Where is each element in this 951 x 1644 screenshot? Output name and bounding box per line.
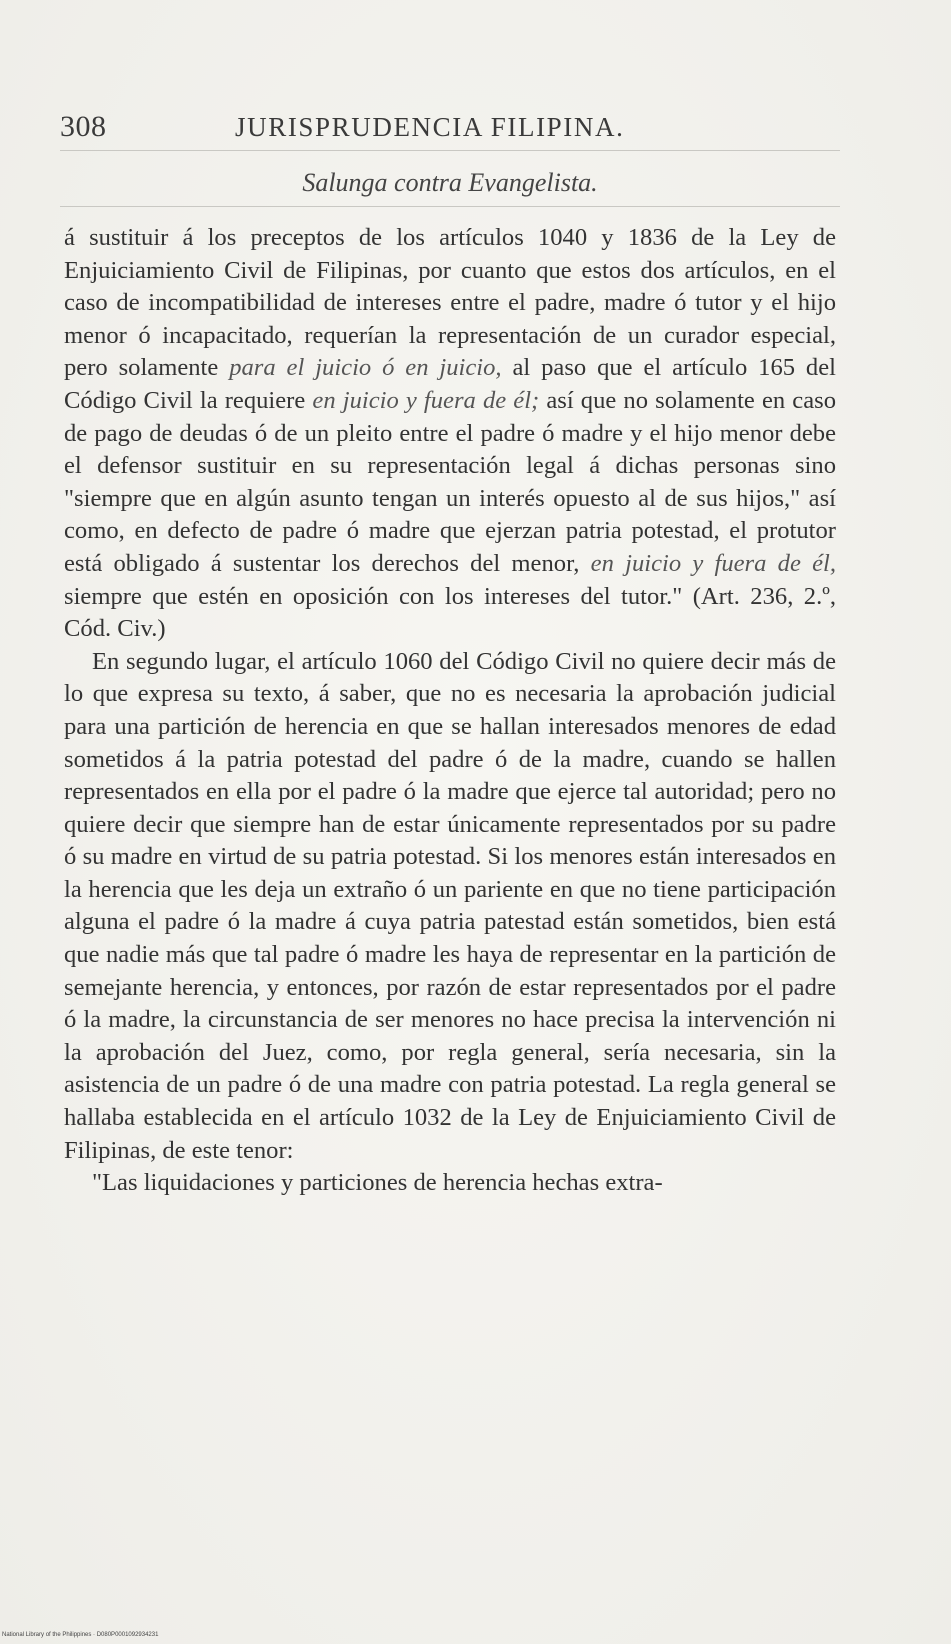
page-number: 308: [60, 110, 107, 143]
text-run: al paso que el artículo 165 del Código Civil la requiere: [64, 354, 836, 414]
text-run: á sustituir á los preceptos de los artículos 1040 y 1836 de la Ley de Enjuiciamiento Civil de Filipinas, por cuanto que estos dos artículos, en el caso de incompatibilidad de intereses entre el padre, madre ó tutor y el hijo menor ó incapacitado, requerían la representación de un curador especial, pero solamente: [64, 224, 836, 382]
digitization-footer: National Library of the Philippines · D080P0001092934231: [2, 1632, 159, 1638]
paragraph-quote-start: "Las liquidaciones y particiones de herencia hechas extra-: [92, 1169, 663, 1197]
running-title: JURISPRUDENCIA FILIPINA.: [235, 112, 625, 142]
case-title: Salunga contra Evangelista.: [302, 168, 598, 197]
header-rule: [60, 150, 840, 151]
paragraph: En segundo lugar, el artículo 1060 del Código Civil no quiere decir más de lo que expresa su texto, á saber, que no es necesaria la aprobación judicial para una partición de herencia en que se hallan interesados menores de edad sometidos á la patria potestad del padre ó de la madre, cuando se hallen representados en ella por el padre ó la madre que ejerce tal autoridad; pero no quiere decir que siempre han de estar únicamente representados por su padre ó su madre en virtud de su patria potestad. Si los menores están interesados en la herencia que les deja un extraño ó un pariente en que no tiene participación alguna el padre ó la madre á cuya patria patestad están sometidos, bien está que nadie más que tal padre ó madre les haya de representar en la partición de semejante herencia, y entonces, por razón de estar representados por el padre ó la madre, la circunstancia de ser menores no hace precisa la intervención ni la aprobación del Juez, como, por regla general, sería necesaria, sin la asistencia de un padre ó de una madre con patria potestad. La regla general se hallaba establecida en el artículo 1032 de la Ley de Enjuiciamiento Civil de Filipinas, de este tenor:: [64, 647, 836, 1164]
text-run: siempre que estén en oposición con los intereses del tutor." (Art. 236, 2.º, Cód. Civ.): [64, 582, 836, 643]
italic-phrase: para el juicio ó en juicio,: [229, 354, 502, 382]
italic-phrase: en juicio y fuera de él,: [590, 549, 837, 577]
text-run: así que no solamente en caso de pago de deudas ó de un pleito entre el padre ó madre y el hijo menor debe el defensor sustituir en su representación legal á dichas personas sino "siempre que en algún asunto tengan un interés opuesto al de sus hijos," así como, en defecto de padre ó madre que ejerzan patria potestad, el protutor está obligado á sustentar los derechos del menor,: [64, 386, 836, 577]
case-title-rule: [60, 206, 840, 207]
paragraph-continued: [64, 222, 836, 646]
page-header: [60, 110, 840, 150]
italic-phrase: en juicio y fuera de él;: [312, 386, 540, 414]
body-text: [64, 222, 836, 1200]
